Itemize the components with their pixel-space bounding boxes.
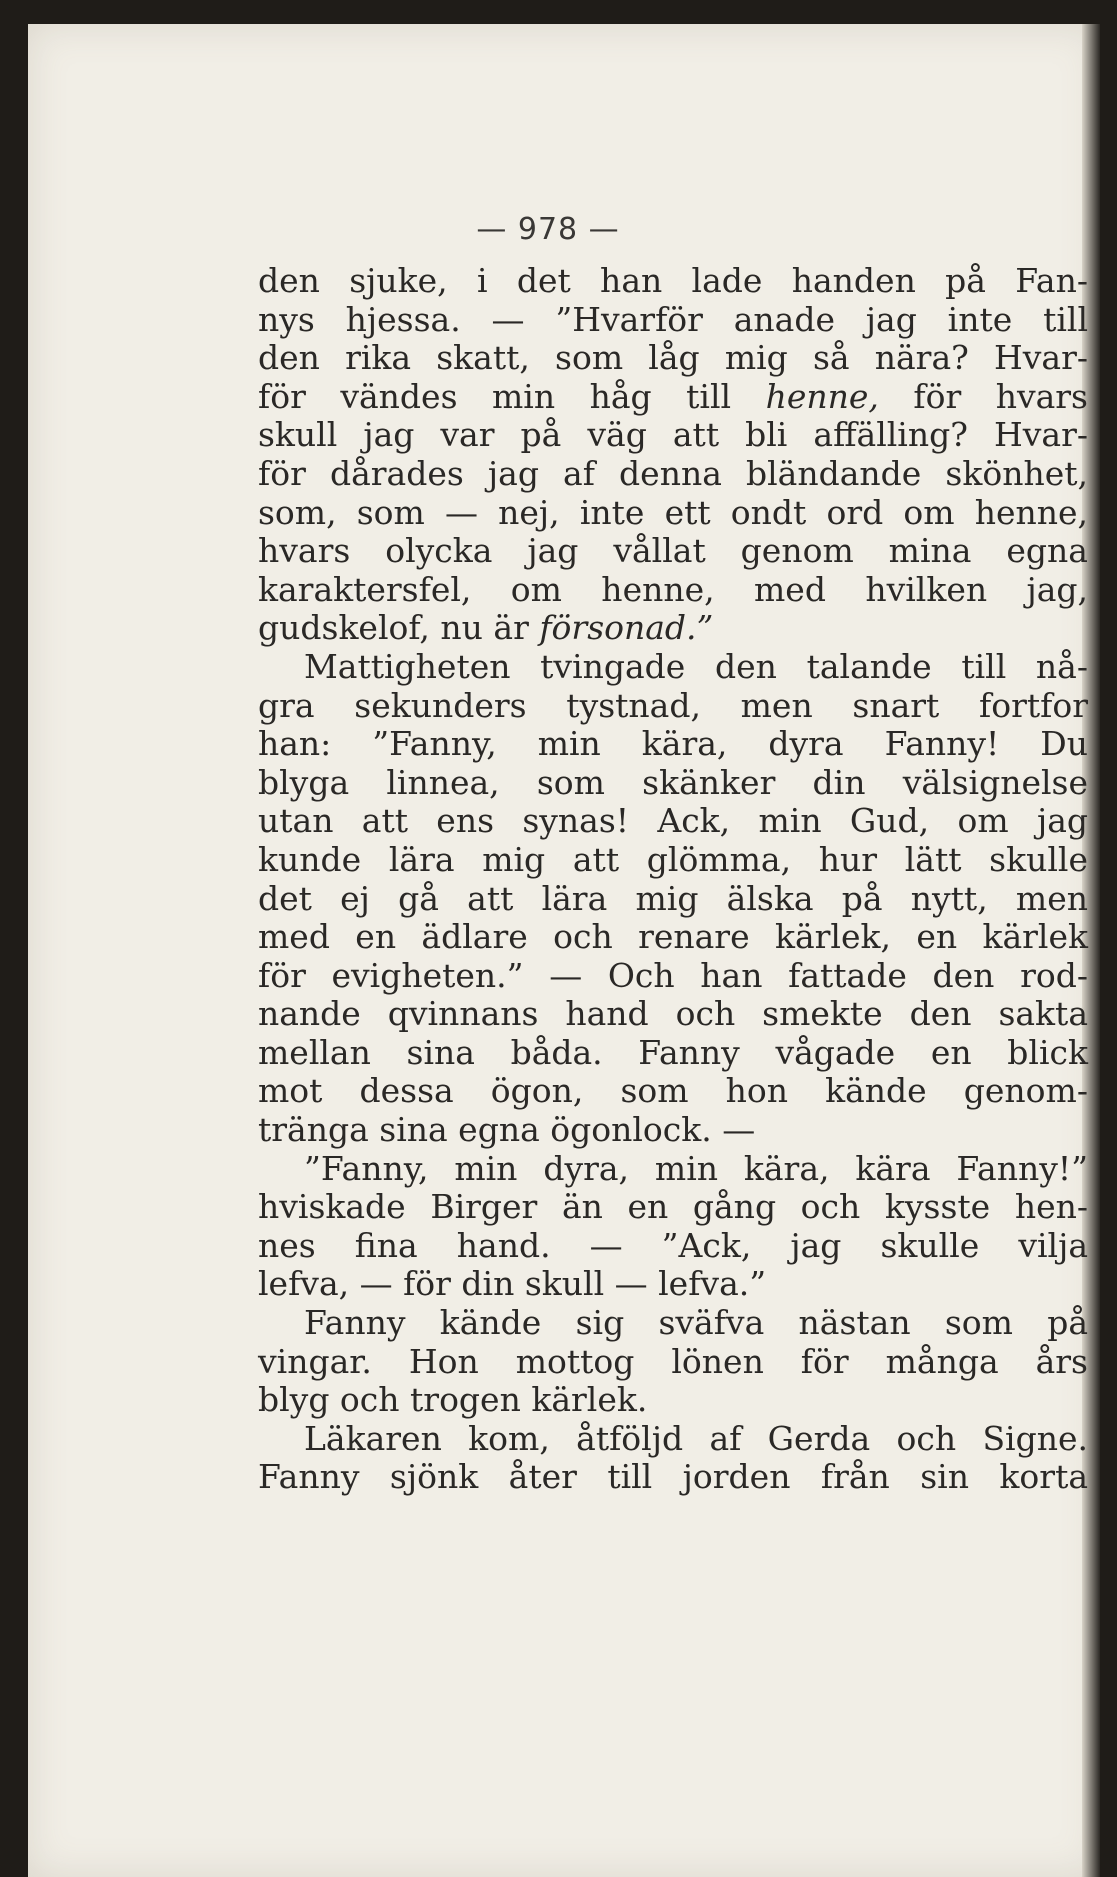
text-line: gra sekunders tystnad, men snart fortfor <box>258 685 1088 725</box>
text-line: Fanny kände sig sväfva nästan som på <box>304 1303 1088 1343</box>
text-line: som, som — nej, inte ett ondt ord om henne, <box>258 492 1088 532</box>
text-line: med en ädlare och renare kärlek, en kärlek <box>258 917 1088 957</box>
text-line: vingar. Hon mottog lönen för många års <box>258 1341 1088 1381</box>
text-line: kunde lära mig att glömma, hur lätt skulle <box>258 839 1088 879</box>
text-line: blyga linnea, som skänker din välsignelse <box>258 762 1088 802</box>
text-line: tränga sina egna ögonlock. — <box>258 1110 756 1150</box>
text-line: den sjuke, i det han lade handen på Fan- <box>258 261 1088 300</box>
text-line: Fanny sjönk åter till jorden från sin korta <box>258 1457 1088 1497</box>
book-page <box>28 24 1100 1877</box>
text-line: blyg och trogen kärlek. <box>258 1380 648 1420</box>
text-line: för evigheten.” — Och han fattade den rod- <box>258 955 1088 995</box>
text-line: han: ”Fanny, min kära, dyra Fanny! Du <box>258 724 1088 764</box>
text-line: mellan sina båda. Fanny vågade en blick <box>258 1032 1088 1072</box>
text-line: gudskelof, nu är försonad.” <box>258 608 714 648</box>
text-line: hviskade Birger än en gång och kysste hen- <box>258 1187 1088 1227</box>
text-line: karaktersfel, om henne, med hvilken jag, <box>258 569 1088 609</box>
text-line: utan att ens synas! Ack, min Gud, om jag <box>258 801 1088 841</box>
text-line: hvars olycka jag vållat genom mina egna <box>258 531 1088 571</box>
text-line: lefva, — för din skull — lefva.” <box>258 1264 767 1304</box>
text-line: nande qvinnans hand och smekte den sakta <box>258 994 1088 1034</box>
text-line: för dårades jag af denna bländande skönhet, <box>258 453 1088 493</box>
text-line: den rika skatt, som låg mig så nära? Hvar- <box>258 338 1088 378</box>
text-line: det ej gå att lära mig älska på nytt, men <box>258 878 1088 918</box>
text-line: mot dessa ögon, som hon kände genom- <box>258 1071 1088 1111</box>
text-line: Mattigheten tvingade den talande till nå- <box>304 646 1088 686</box>
text-line: nes fina hand. — ”Ack, jag skulle vilja <box>258 1225 1088 1265</box>
text-line: skull jag var på väg att bli affälling? Hvar- <box>258 415 1088 455</box>
text-line: nys hjessa. — ”Hvarför anade jag inte till <box>258 299 1088 339</box>
text-line: Läkaren kom, åtföljd af Gerda och Signe. <box>304 1418 1088 1458</box>
body-text <box>258 262 1088 1497</box>
text-line: ”Fanny, min dyra, min kära, kära Fanny!” <box>304 1148 1088 1188</box>
page-number: — 978 — <box>476 212 620 247</box>
text-line: för vändes min håg till henne, för hvars <box>258 376 1088 416</box>
